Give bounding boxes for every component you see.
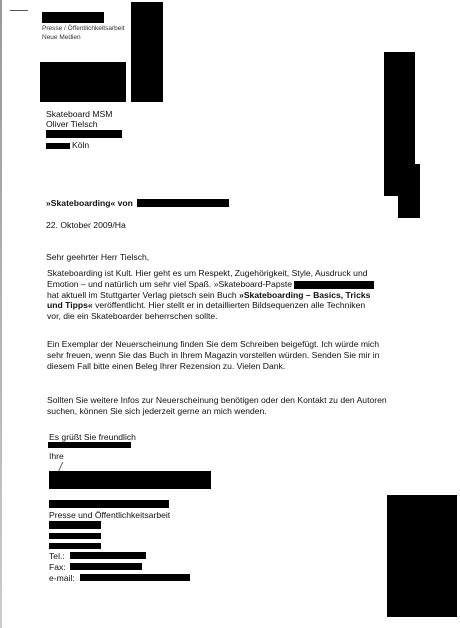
subject-line: »Skateboarding« von bbox=[46, 198, 133, 208]
paragraph-intro-part1: Skateboarding ist Kult. Hier geht es um Respekt, Zugehörigkeit, Style, Ausdruck und Emotion – und natürlich um sehr viel Spaß. »Skateboard-Papste bbox=[47, 268, 368, 289]
redaction-recipient-zip bbox=[46, 143, 70, 149]
redaction-signature-name bbox=[49, 500, 169, 508]
letter-date: 22. Oktober 2009/Ha bbox=[46, 220, 126, 230]
email-label: e-mail: bbox=[49, 573, 75, 583]
redaction-closing-line bbox=[48, 442, 131, 448]
fold-mark bbox=[10, 10, 28, 11]
redaction-author-inline bbox=[294, 281, 374, 289]
redaction-sender-name bbox=[42, 12, 104, 23]
salutation: Sehr geehrter Herr Tielsch, bbox=[46, 252, 150, 262]
paragraph-request: Ein Exemplar der Neuerscheinung finden Sie dem Schreiben beigefügt. Ich würde mich sehr freuen, wenn Sie das Buch in Ihrem Magazin vorstellen würden. Senden Sie mir in diesem Fall bitte einen Beleg Ihrer Rezension zu. Vielen Dank. bbox=[47, 339, 380, 371]
paragraph-intro-part2: hat aktuell im Stuttgarter Verlag pietsch sein Buch bbox=[47, 289, 237, 300]
redaction-author-name bbox=[137, 199, 229, 207]
signature-department: Presse und Öffentlichkeitsarbeit bbox=[49, 510, 171, 520]
department-line-1: Presse / Öffentlichkeitsarbeit bbox=[42, 25, 125, 32]
redaction-signature bbox=[49, 471, 211, 489]
closing-ihre: Ihre bbox=[49, 451, 64, 461]
department-line-2: Neue Medien bbox=[42, 34, 81, 41]
redaction-recipient-street bbox=[46, 130, 122, 138]
closing-greeting: Es grüßt Sie freundlich bbox=[49, 432, 136, 442]
paragraph-intro bbox=[47, 268, 379, 322]
redaction-publisher-line-2 bbox=[49, 533, 101, 539]
recipient-company: Skateboard MSM bbox=[46, 109, 113, 119]
paragraph-contact: Sollten Sie weitere Infos zur Neuerscheinung benötigen oder den Kontakt zu den Autoren suchen, können Sie sich jederzeit gerne an mich wenden. bbox=[47, 395, 387, 416]
redaction-tel-number bbox=[70, 552, 146, 559]
redaction-publisher-line-1 bbox=[49, 521, 101, 529]
redaction-right-column-bottom bbox=[387, 495, 457, 617]
redaction-publisher-line-3 bbox=[49, 543, 101, 549]
redaction-fax-number bbox=[70, 563, 142, 570]
recipient-name: Oliver Tielsch bbox=[46, 119, 98, 129]
redaction-top-column bbox=[131, 2, 163, 102]
redaction-right-column-mid bbox=[398, 164, 420, 218]
redaction-email-address bbox=[80, 574, 190, 581]
paragraph-intro-part3: veröffentlicht. Hier stellt er in detaillierten Bildsequenzen alle Techniken vor, die ein Skateboarder beherrschen sollte. bbox=[47, 300, 366, 322]
fax-label: Fax: bbox=[49, 562, 66, 572]
recipient-city: Köln bbox=[72, 140, 90, 150]
scan-edge bbox=[0, 0, 2, 628]
redaction-address-block bbox=[40, 62, 126, 102]
book-title: »Skateboarding – Basics, Tricks und Tipps« bbox=[47, 289, 371, 311]
tel-label: Tel.: bbox=[49, 551, 65, 561]
